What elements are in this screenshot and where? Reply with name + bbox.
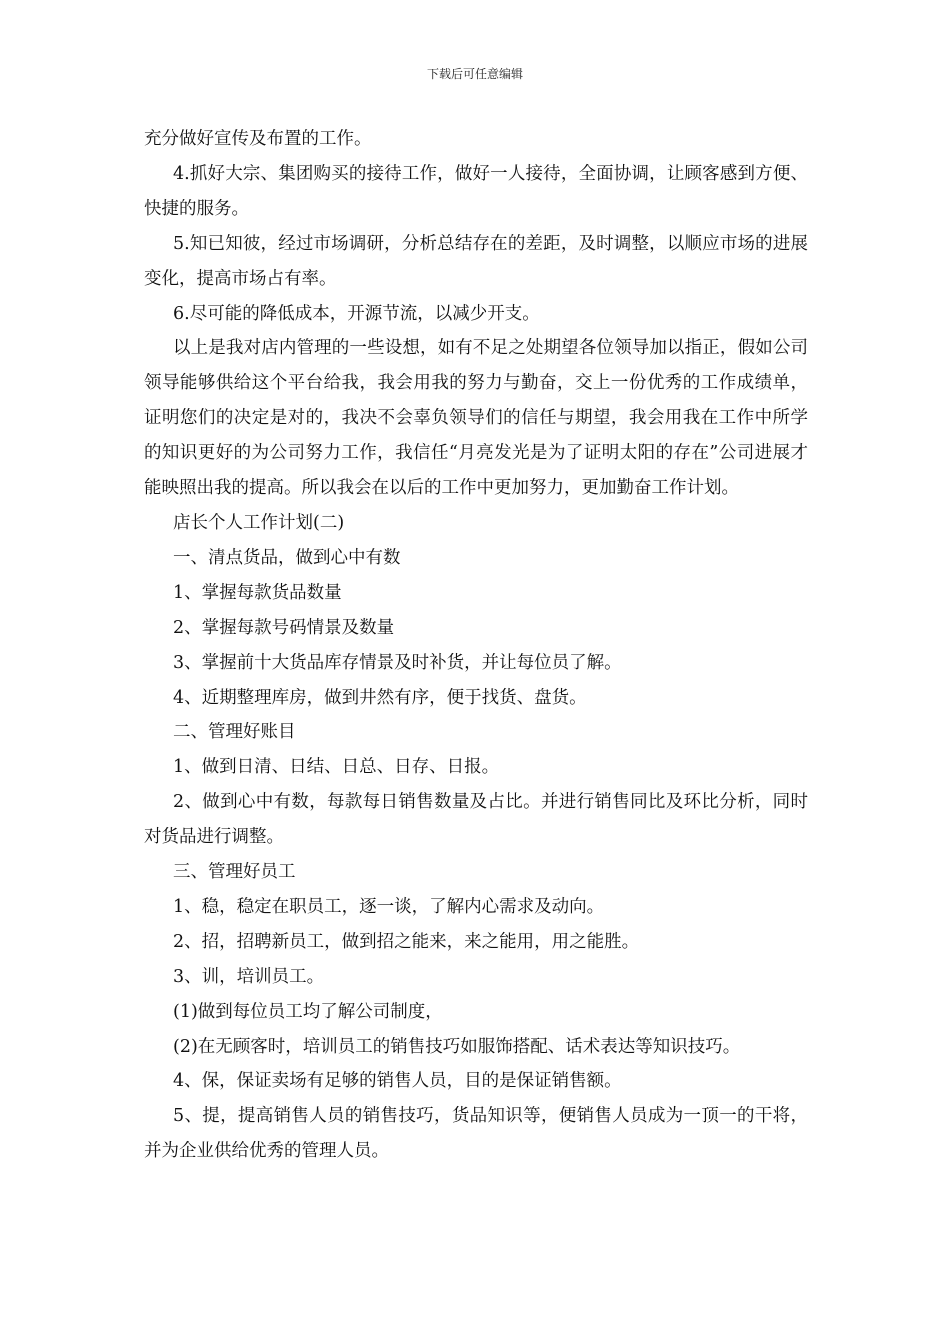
heading-2: 二、管理好账目 — [173, 722, 296, 743]
section-title: 店长个人工作计划(二) — [173, 512, 345, 533]
list-item: 2、掌握每款号码情景及数量 — [173, 617, 395, 638]
list-item: 5、提，提高销售人员的销售技巧，货品知识等，便销售人员成为一顶一的干将，并为企业供给优秀的管理人员。 — [144, 1106, 808, 1162]
sub-list-item: (1)做到每位员工均了解公司制度， — [173, 1001, 443, 1022]
sub-list-item: (2)在无顾客时，培训员工的销售技巧如服饰搭配、话术表达等知识技巧。 — [173, 1036, 741, 1057]
list-item: 2、招，招聘新员工，做到招之能来，来之能用，用之能胜。 — [173, 931, 640, 952]
list-item: 4、近期整理库房，做到井然有序，便于找货、盘货。 — [173, 687, 587, 708]
list-item: 2、做到心中有数，每款每日销售数量及占比。并进行销售同比及环比分析，同时对货品进行调整。 — [144, 792, 808, 848]
heading-3: 三、管理好员工 — [173, 862, 296, 883]
paragraph-3: 5.知已知彼，经过市场调研，分析总结存在的差距，及时调整，以顺应市场的进展变化，提高市场占有率。 — [144, 233, 808, 289]
paragraph-2: 4.抓好大宗、集团购买的接待工作，做好一人接待，全面协调，让顾客感到方便、快捷的服务。 — [144, 163, 808, 219]
page-header: 下载后可任意编辑 — [426, 67, 523, 81]
list-item: 1、掌握每款货品数量 — [173, 582, 342, 603]
list-item: 3、掌握前十大货品库存情景及时补货，并让每位员了解。 — [173, 652, 622, 673]
heading-1: 一、清点货品，做到心中有数 — [173, 547, 401, 568]
list-item: 1、做到日清、日结、日总、日存、日报。 — [173, 757, 500, 778]
paragraph-1: 充分做好宣传及布置的工作。 — [144, 129, 372, 149]
document-body — [144, 122, 808, 1169]
paragraph-5: 以上是我对店内管理的一些设想，如有不足之处期望各位领导加以指正，假如公司领导能够供给这个平台给我，我会用我的努力与勤奋，交上一份优秀的工作成绩单，证明您们的决定是对的，我决不会辜负领导们的信任与期望，我会用我在工作中所学的知识更好的为公司努力工作，我信任“月亮发光是为了证明太阳的存在”公司进展才能映照出我的提高。所以我会在以后的工作中更加努力，更加勤奋工作计划。 — [144, 338, 808, 499]
list-item: 3、训，培训员工。 — [173, 966, 325, 987]
list-item: 1、稳，稳定在职员工，逐一谈，了解内心需求及动向。 — [173, 896, 605, 917]
paragraph-4: 6.尽可能的降低成本，开源节流，以减少开支。 — [173, 303, 540, 324]
list-item: 4、保，保证卖场有足够的销售人员，目的是保证销售额。 — [173, 1071, 622, 1092]
